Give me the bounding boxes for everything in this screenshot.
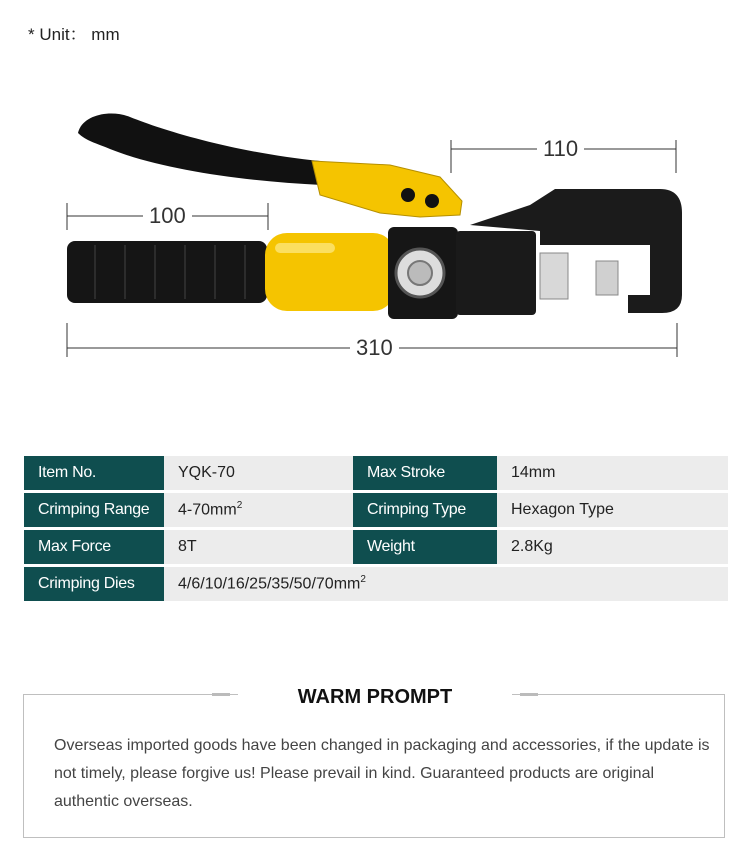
spec-label: Crimping Dies: [24, 567, 164, 601]
die-left: [540, 253, 568, 299]
warm-prompt-title-text: WARM PROMPT: [238, 686, 512, 708]
pivot-bolt-1: [401, 188, 415, 202]
spec-label: Weight: [353, 530, 497, 564]
spec-value: 14mm: [497, 456, 728, 490]
warm-prompt-title: [0, 686, 750, 709]
dimension-head-label: 110: [537, 138, 584, 160]
ram-housing: [456, 231, 536, 315]
pivot-bolt-2: [425, 194, 439, 208]
warm-prompt-text: Overseas imported goods have been changed in packaging and accessories, if the update is not timely, please forgive us! Please prevail in kind. Guaranteed products are original authentic overseas.: [54, 737, 710, 810]
table-row: [24, 456, 728, 490]
spec-label: Max Stroke: [353, 456, 497, 490]
dimension-total-label: 310: [350, 337, 399, 359]
spec-value-text: 4-70mm: [178, 501, 237, 519]
spec-value-text: 4/6/10/16/25/35/50/70mm: [178, 575, 361, 593]
table-row: [24, 567, 728, 601]
table-row: [24, 493, 728, 527]
table-row: [24, 530, 728, 564]
dimension-handle-label: 100: [143, 205, 192, 227]
spec-label: Crimping Range: [24, 493, 164, 527]
superscript: 2: [360, 574, 366, 586]
spec-label: Item No.: [24, 456, 164, 490]
unit-note: * Unit： mm: [28, 25, 120, 44]
grip-handle: [67, 241, 267, 303]
spec-label: Crimping Type: [353, 493, 497, 527]
spec-label: Max Force: [24, 530, 164, 564]
specs-table: [24, 453, 728, 604]
spec-value: YQK-70: [164, 456, 353, 490]
spec-value: [164, 493, 353, 527]
spec-value: 2.8Kg: [497, 530, 728, 564]
spec-value: 8T: [164, 530, 353, 564]
spec-value: Hexagon Type: [497, 493, 728, 527]
spec-value: [164, 567, 728, 601]
product-figure: [0, 95, 750, 380]
lever-handle-grip: [78, 114, 322, 185]
lever-yellow: [312, 161, 462, 217]
die-right: [596, 261, 618, 295]
superscript: 2: [236, 500, 243, 512]
